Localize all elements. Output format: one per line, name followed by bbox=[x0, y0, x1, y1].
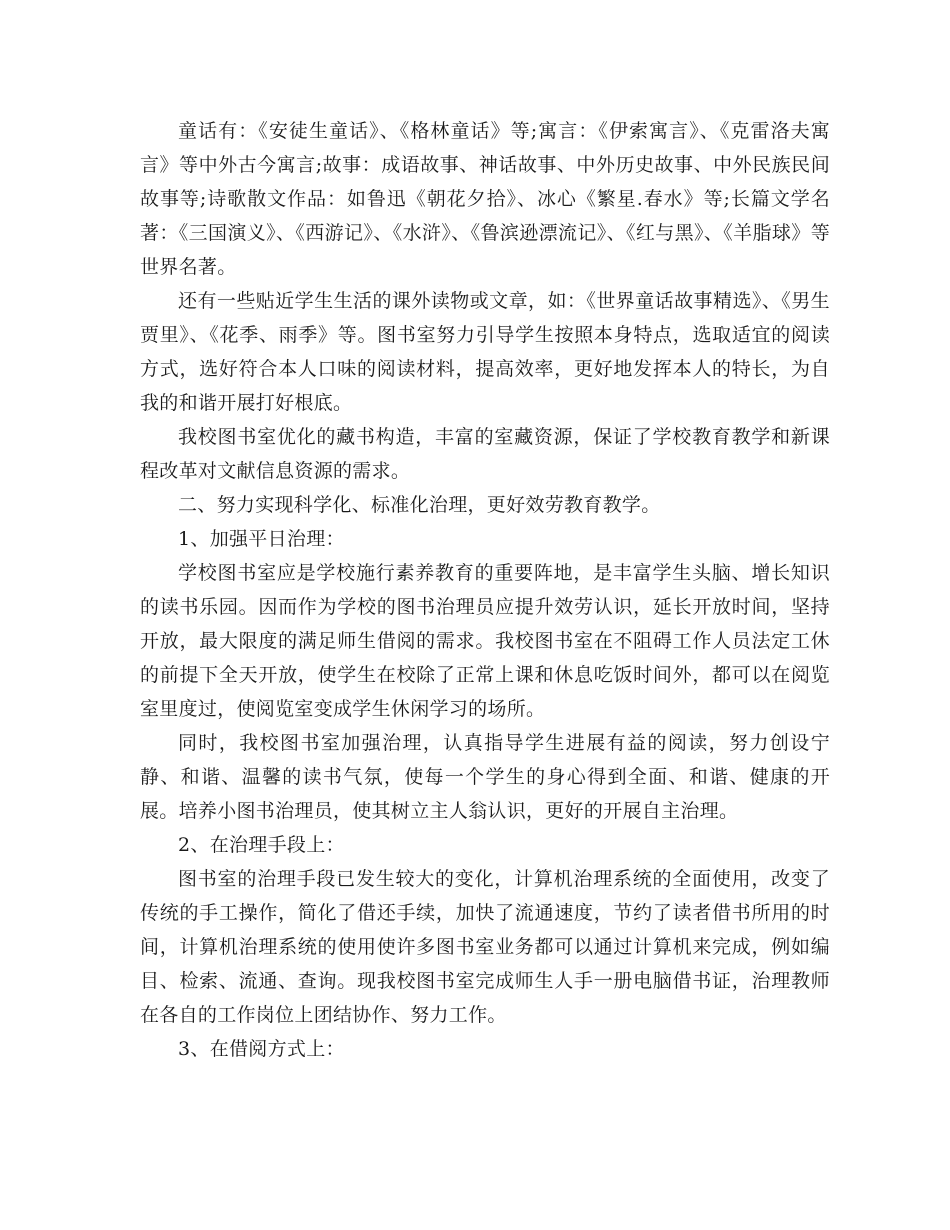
document-body bbox=[140, 114, 830, 1066]
paragraph-opening-hours: 学校图书室应是学校施行素养教育的重要阵地，是丰富学生头脑、增长知识的读书乐园。因而作为学校的图书治理员应提升效劳认识，延长开放时间，坚持开放，最大限度的满足师生借阅的需求。我校图书室在不阻碍工作人员法定工休的前提下全天开放，使学生在校除了正常上课和休息吃饭时间外，都可以在阅览室里度过，使阅览室变成学生休闲学习的场所。 bbox=[140, 562, 830, 720]
subheading-daily-management: 1、加强平日治理： bbox=[178, 528, 345, 550]
paragraph-collection-structure: 我校图书室优化的藏书构造，丰富的室藏资源，保证了学校教育教学和新课程改革对文献信息资源的需求。 bbox=[140, 426, 830, 482]
paragraph-extracurricular-reading: 还有一些贴近学生生活的课外读物或文章，如：《世界童话故事精选》、《男生贾里》、《花季、雨季》等。图书室努力引导学生按照本身特点，选取适宜的阅读方式，选好符合本人口味的阅读材料，提高效率，更好地发挥本人的特长，为自我的和谐开展打好根底。 bbox=[140, 290, 830, 414]
paragraph-computer-system: 图书室的治理手段已发生较大的变化，计算机治理系统的全面使用，改变了传统的手工操作，简化了借还手续，加快了流通速度，节约了读者借书所用的时间，计算机治理系统的使用使许多图书室业务都可以通过计算机来完成，例如编目、检索、流通、查询。现我校图书室完成师生人手一册电脑借书证，治理教师在各自的工作岗位上团结协作、努力工作。 bbox=[140, 868, 830, 1026]
paragraph-reading-guidance: 同时，我校图书室加强治理，认真指导学生进展有益的阅读，努力创设宁静、和谐、温馨的读书气氛，使每一个学生的身心得到全面、和谐、健康的开展。培养小图书治理员，使其树立主人翁认识，更好的开展自主治理。 bbox=[140, 732, 830, 822]
subheading-management-means: 2、在治理手段上： bbox=[178, 834, 345, 856]
paragraph-reading-genres: 童话有：《安徒生童话》、《格林童话》等;寓言：《伊索寓言》、《克雷洛夫寓言》等中外古今寓言;故事：成语故事、神话故事、中外历史故事、中外民族民间故事等;诗歌散文作品：如鲁迅《朝花夕拾》、冰心《繁星.春水》等;长篇文学名著：《三国演义》、《西游记》、《水浒》、《鲁滨逊漂流记》、《红与黑》、《羊脂球》等世界名著。 bbox=[140, 120, 830, 278]
section-heading-management: 二、努力实现科学化、标准化治理，更好效劳教育教学。 bbox=[178, 494, 661, 516]
subheading-borrowing-method: 3、在借阅方式上： bbox=[178, 1038, 345, 1060]
